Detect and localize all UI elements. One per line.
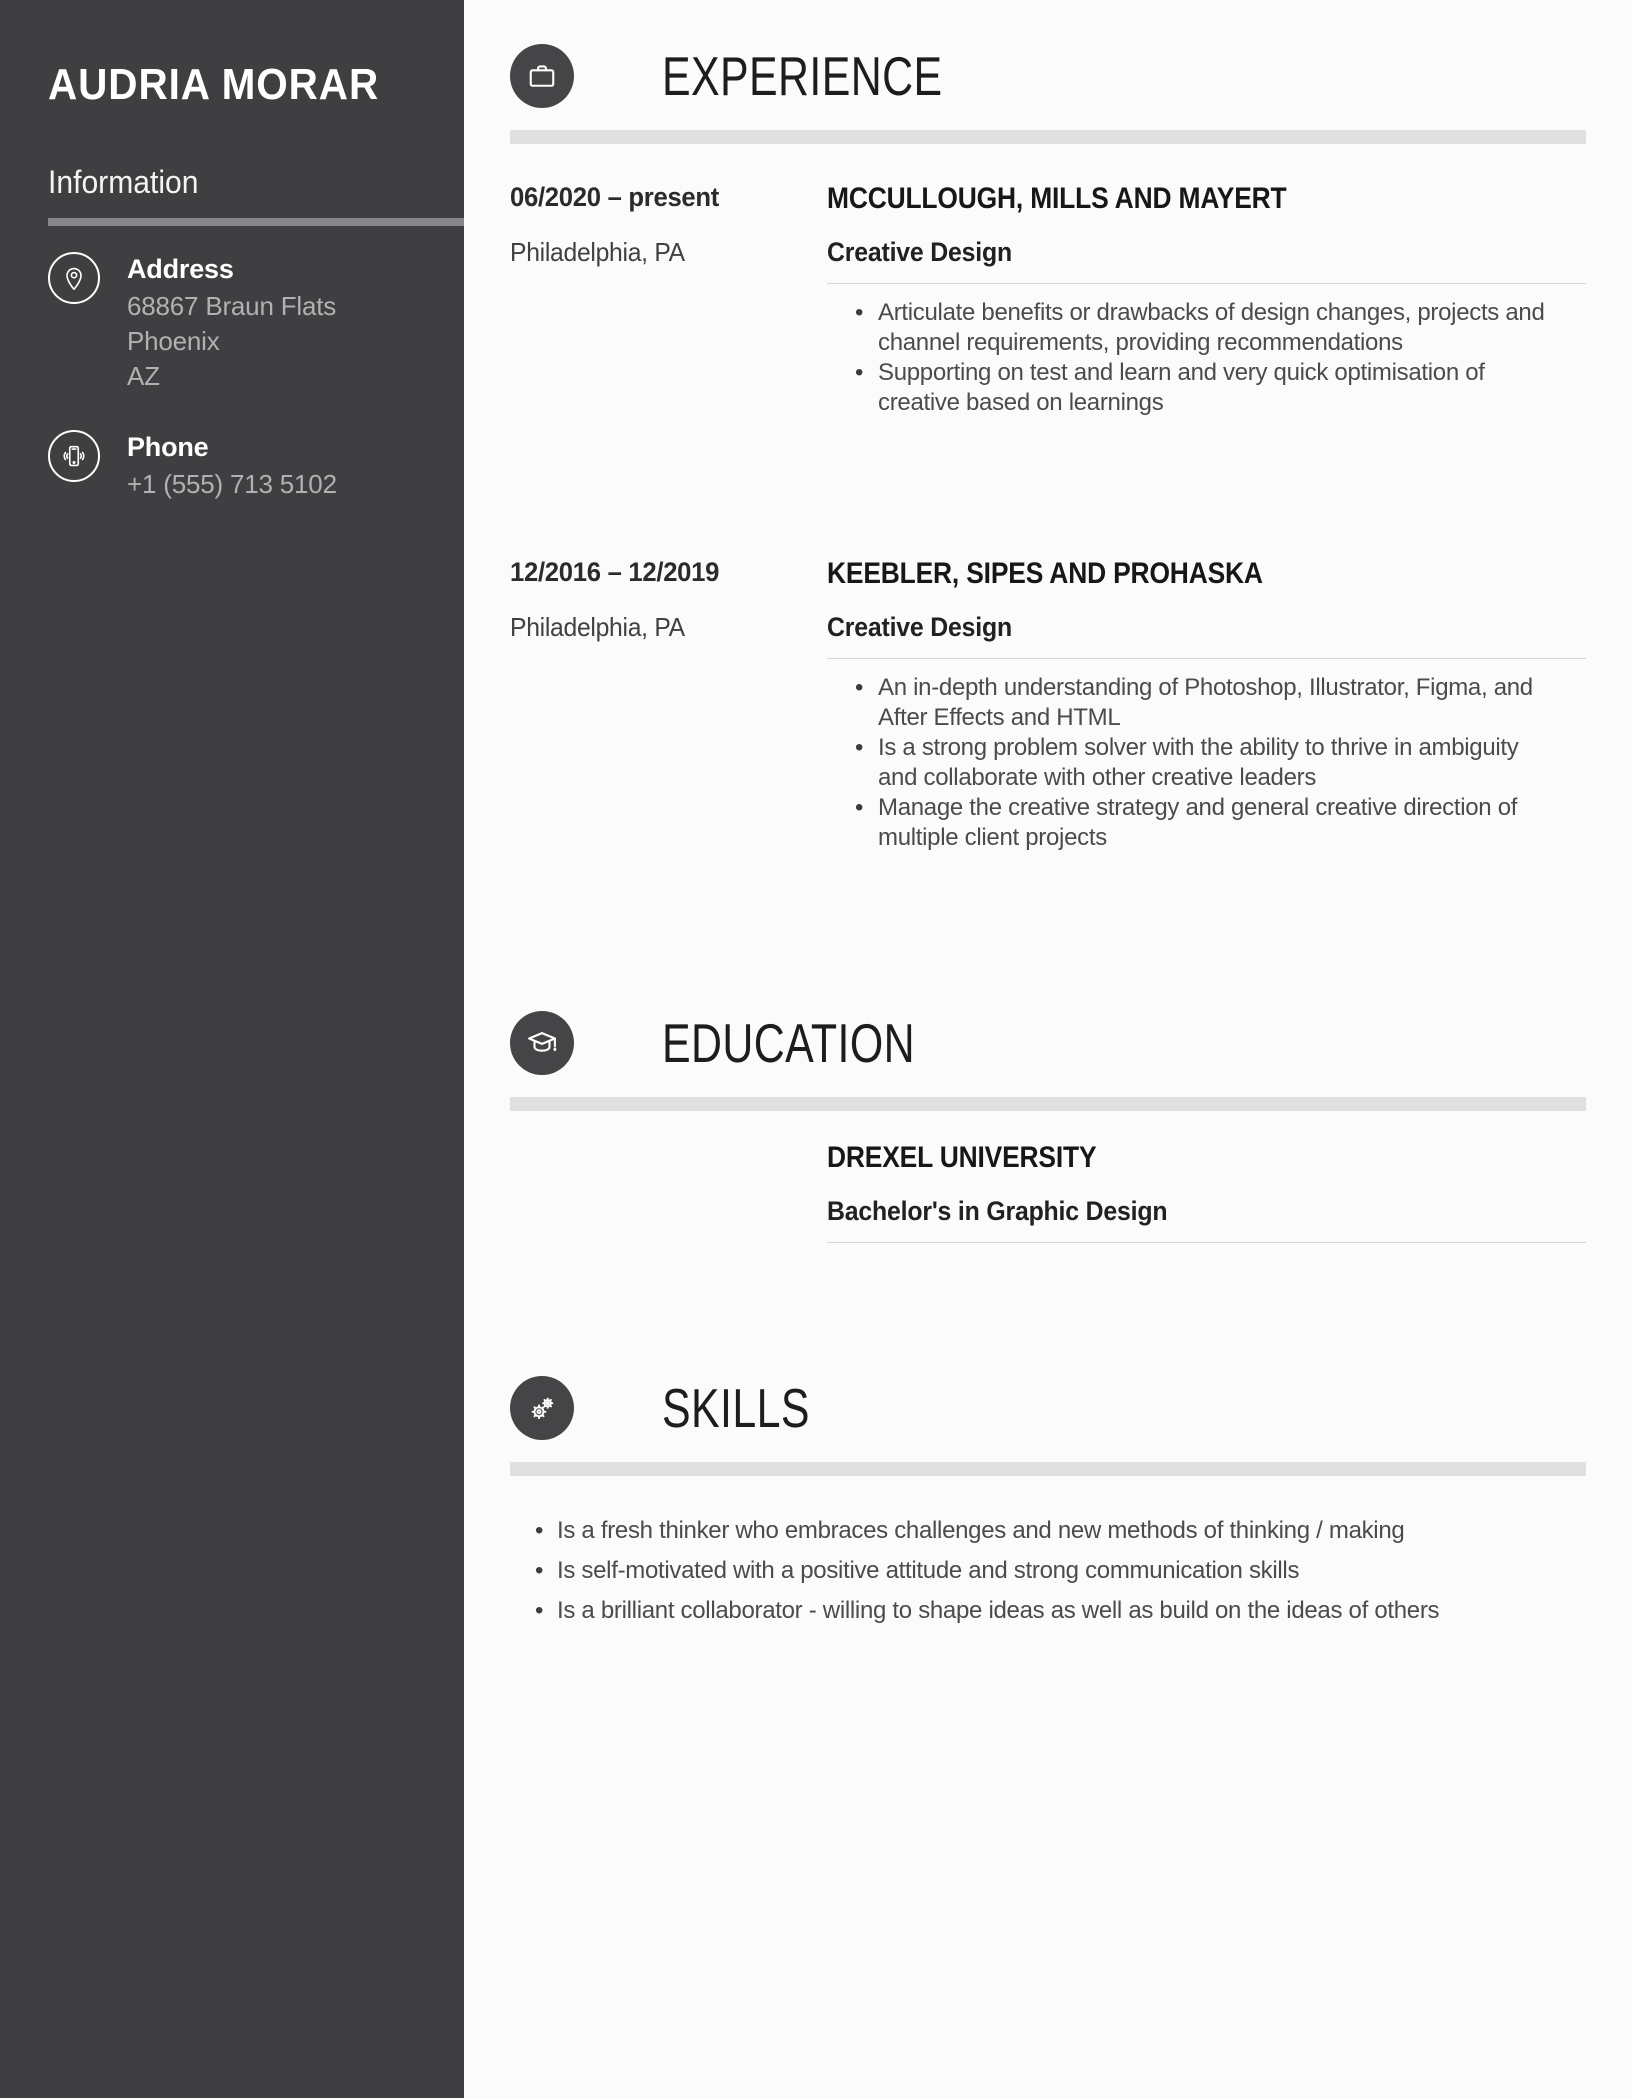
phone-text (127, 430, 337, 502)
entry-date: 06/2020 – present (510, 182, 720, 212)
location-pin-icon (48, 252, 100, 304)
education-title: EDUCATION (662, 1012, 915, 1074)
company-name: KEEBLER, SIPES AND PROHASKA (827, 557, 1263, 590)
job-bullet-list (827, 673, 1558, 853)
job-bullet: • Articulate benefits or drawbacks of design changes, projects and channel requirements, providing recommendations (827, 298, 1558, 358)
resume-main (464, 0, 1632, 2098)
company-name: MCCULLOUGH, MILLS AND MAYERT (827, 182, 1287, 215)
phone-number: +1 (555) 713 5102 (127, 469, 337, 499)
degree: Bachelor's in Graphic Design (827, 1196, 1168, 1226)
address-block (48, 252, 464, 394)
job-bullet: • Supporting on test and learn and very quick optimisation of creative based on learnings (827, 358, 1558, 418)
experience-bar (510, 130, 1586, 144)
skill-bullet: • Is self-motivated with a positive attitude and strong communication skills (510, 1556, 1586, 1586)
entry-meta (510, 182, 827, 418)
job-role: Creative Design (827, 237, 1013, 267)
address-label: Address (127, 254, 234, 284)
information-divider (48, 218, 464, 226)
job-bullet: • An in-depth understanding of Photoshop, Illustrator, Figma, and After Effects and HTML (827, 673, 1558, 733)
experience-entry (510, 557, 1586, 853)
mobile-phone-icon (48, 430, 100, 482)
school-name: DREXEL UNIVERSITY (827, 1141, 1097, 1174)
skills-title: SKILLS (662, 1377, 810, 1439)
education-bar (510, 1097, 1586, 1111)
skills-list (510, 1516, 1586, 1626)
entry-divider (827, 283, 1586, 284)
sidebar (0, 0, 464, 2098)
entry-details (827, 1141, 1586, 1243)
briefcase-icon (510, 44, 574, 108)
information-heading: Information (48, 164, 199, 200)
job-role: Creative Design (827, 612, 1013, 642)
entry-date: 12/2016 – 12/2019 (510, 557, 720, 587)
graduation-cap-icon (510, 1011, 574, 1075)
address-line: Phoenix (127, 326, 220, 356)
entry-meta (510, 1141, 827, 1243)
entry-divider (827, 658, 1586, 659)
job-bullet-list (827, 298, 1558, 418)
entry-location: Philadelphia, PA (510, 237, 685, 267)
skill-bullet: • Is a brilliant collaborator - willing to shape ideas as well as build on the ideas of others (510, 1596, 1586, 1626)
entry-meta (510, 557, 827, 853)
entry-divider (827, 1242, 1586, 1243)
address-line: AZ (127, 361, 160, 391)
skills-bar (510, 1462, 1586, 1476)
address-text (127, 252, 336, 394)
experience-header (510, 44, 1586, 108)
person-name: AUDRIA MORAR (48, 60, 380, 109)
education-header (510, 1011, 1586, 1075)
phone-block (48, 430, 464, 502)
entry-location: Philadelphia, PA (510, 612, 685, 642)
job-bullet: • Manage the creative strategy and general creative direction of multiple client projects (827, 793, 1558, 853)
skill-bullet: • Is a fresh thinker who embraces challenges and new methods of thinking / making (510, 1516, 1586, 1546)
entry-details (827, 557, 1586, 853)
entry-details (827, 182, 1586, 418)
skills-header (510, 1376, 1586, 1440)
phone-label: Phone (127, 432, 209, 462)
experience-entry (510, 182, 1586, 418)
gears-icon (510, 1376, 574, 1440)
education-entry (510, 1141, 1586, 1243)
experience-title: EXPERIENCE (662, 45, 943, 107)
address-line: 68867 Braun Flats (127, 291, 337, 321)
job-bullet: • Is a strong problem solver with the ability to thrive in ambiguity and collaborate with other creative leaders (827, 733, 1558, 793)
